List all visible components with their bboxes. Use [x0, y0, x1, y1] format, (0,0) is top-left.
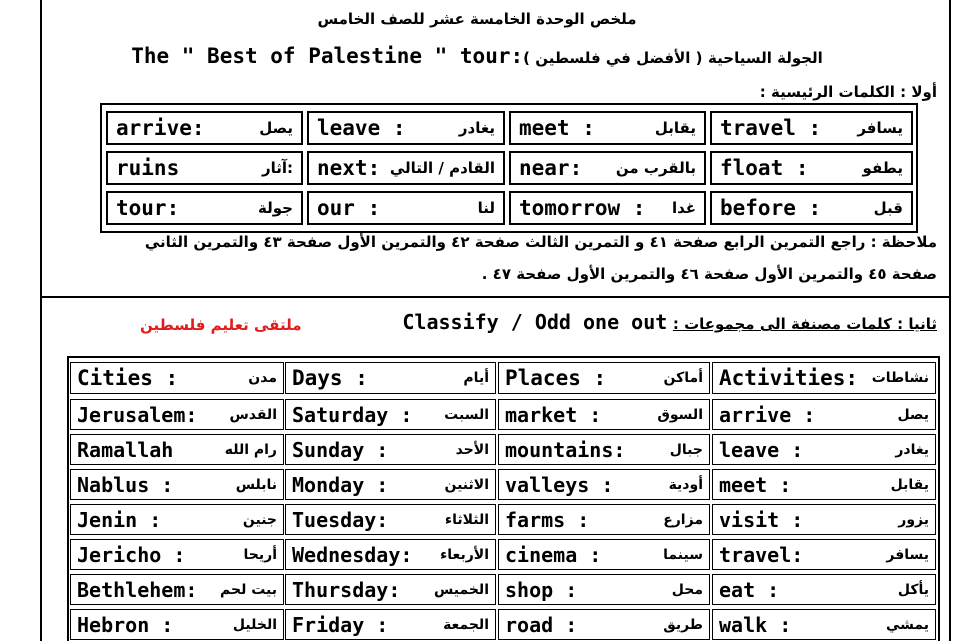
key-word-english: travel :: [720, 116, 822, 140]
classify-word-english: mountains:: [505, 437, 626, 462]
classify-word-english: Ramallah: [77, 437, 174, 462]
classify-word-english: Jericho :: [77, 542, 186, 567]
classify-cell: [285, 504, 496, 535]
classify-header-cell: [498, 362, 710, 394]
key-word-arabic: قبل: [873, 199, 903, 217]
classify-header-arabic: نشاطات: [871, 370, 929, 386]
key-word-cell: [710, 191, 913, 225]
classify-word-arabic: جنين: [242, 511, 277, 528]
classify-word-english: Jerusalem:: [77, 402, 198, 427]
classify-header-english: Activities:: [719, 366, 859, 390]
key-word-cell: [106, 111, 303, 145]
classify-word-english: cinema :: [505, 542, 602, 567]
classify-word-arabic: نابلس: [235, 476, 277, 493]
classify-word-arabic: أريحا: [243, 546, 277, 563]
subtitle-english: The " Best of Palestine " tour:: [131, 44, 524, 68]
key-word-arabic: غدا: [671, 199, 696, 217]
classify-word-english: farms :: [505, 507, 590, 532]
key-word-arabic: بالقرب من: [615, 159, 696, 177]
key-word-cell: [307, 111, 505, 145]
classify-cell: [285, 434, 496, 465]
key-word-english: float :: [720, 156, 809, 180]
subtitle-arabic-prefix: الجولة السياحية: [708, 49, 823, 67]
classify-cell: [285, 609, 496, 640]
classify-word-english: Bethlehem:: [77, 577, 198, 602]
key-word-english: our :: [317, 196, 381, 220]
classify-word-english: Nablus :: [77, 472, 174, 497]
classify-word-arabic: محل: [671, 581, 703, 598]
classify-word-english: eat :: [719, 577, 780, 602]
page-subtitle: [0, 44, 954, 68]
classify-word-english: arrive :: [719, 402, 816, 427]
classify-word-arabic: جبال: [669, 441, 703, 458]
classify-header-cell: [285, 362, 496, 394]
key-word-english: near:: [519, 156, 583, 180]
classify-cell: [498, 434, 710, 465]
classify-cell: [498, 504, 710, 535]
classify-cell: [70, 574, 284, 605]
classify-header-arabic: مدن: [248, 370, 277, 386]
classify-cell: [498, 539, 710, 570]
note-line-2: صفحة ٤٥ والتمرين الأول صفحة ٤٦ والتمرين الأول صفحة ٤٧ .: [481, 265, 937, 283]
classify-word-english: Friday :: [292, 612, 389, 637]
classify-word-english: valleys :: [505, 472, 614, 497]
key-word-english: arrive:: [116, 116, 205, 140]
classify-word-arabic: الأربعاء: [440, 546, 489, 563]
classify-table: [67, 356, 940, 641]
classify-word-english: travel:: [719, 542, 804, 567]
classify-word-arabic: يزور: [898, 511, 929, 528]
classify-word-english: Sunday :: [292, 437, 389, 462]
classify-word-english: Jenin :: [77, 507, 162, 532]
key-word-cell: [307, 191, 505, 225]
key-word-english: tomorrow :: [519, 196, 646, 220]
classify-word-arabic: السوق: [657, 406, 703, 423]
key-words-table: [100, 103, 918, 233]
classify-header-arabic: أيام: [463, 370, 489, 386]
key-word-arabic: يسافر: [857, 119, 903, 137]
classify-cell: [70, 434, 284, 465]
key-word-cell: [106, 151, 303, 185]
classify-word-arabic: بيت لحم: [220, 581, 277, 598]
classify-cell: [712, 469, 936, 500]
key-word-arabic: يصل: [259, 119, 293, 137]
classify-cell: [712, 574, 936, 605]
classify-header-cell: [70, 362, 284, 394]
classify-word-english: meet :: [719, 472, 792, 497]
classify-word-english: walk :: [719, 612, 792, 637]
classify-cell: [712, 434, 936, 465]
classify-cell: [70, 399, 284, 430]
classify-header-cell: [712, 362, 936, 394]
section-divider: [40, 296, 951, 298]
classify-word-arabic: الخميس: [433, 581, 489, 598]
key-word-english: ruins: [116, 156, 180, 180]
classify-cell: [70, 609, 284, 640]
key-word-english: next:: [317, 156, 381, 180]
section2-heading: [402, 310, 937, 334]
classify-cell: [498, 469, 710, 500]
key-word-cell: [710, 111, 913, 145]
classify-word-arabic: السبت: [444, 406, 489, 423]
classify-word-arabic: يسافر: [886, 546, 929, 563]
note-line-1: ملاحظة : راجع التمرين الرابع صفحة ٤١ و التمرين الثالث صفحة ٤٢ والتمرين الأول صفحة ٤٣ والتمرين الثاني: [144, 233, 937, 251]
key-word-cell: [509, 151, 706, 185]
key-word-cell: [710, 151, 913, 185]
classify-word-arabic: سينما: [663, 546, 703, 563]
key-word-arabic: لنا: [477, 199, 495, 217]
classify-word-arabic: أودية: [668, 476, 703, 493]
classify-word-arabic: الجمعة: [443, 616, 489, 633]
subtitle-arabic-paren: ( الأفضل في فلسطين ): [523, 49, 703, 67]
section2-heading-arabic: ثانيا : كلمات مصنفة الى مجموعات :: [672, 315, 937, 333]
key-word-arabic: يغادر: [458, 119, 495, 137]
classify-header-english: Days :: [292, 366, 368, 390]
classify-word-arabic: الخليل: [232, 616, 277, 633]
classify-cell: [712, 609, 936, 640]
classify-word-arabic: الاثنين: [444, 476, 489, 493]
classify-word-arabic: يصل: [897, 406, 929, 423]
classify-cell: [498, 609, 710, 640]
key-word-cell: [307, 151, 505, 185]
page-title: ملخص الوحدة الخامسة عشر للصف الخامس: [317, 10, 637, 28]
key-word-arabic: القادم / التالي: [389, 159, 495, 177]
classify-cell: [70, 469, 284, 500]
classify-word-arabic: يأكل: [897, 581, 929, 598]
key-word-arabic: آثار:: [261, 159, 293, 177]
classify-cell: [285, 469, 496, 500]
classify-header-english: Places :: [505, 366, 607, 390]
classify-word-arabic: طريق: [663, 616, 703, 633]
section2-heading-english: Classify / Odd one out: [402, 310, 668, 334]
classify-word-english: road :: [505, 612, 578, 637]
classify-word-english: Monday :: [292, 472, 389, 497]
classify-cell: [498, 574, 710, 605]
classify-header-arabic: أماكن: [663, 370, 703, 386]
classify-word-arabic: الثلاثاء: [444, 511, 489, 528]
classify-cell: [285, 539, 496, 570]
classify-cell: [712, 539, 936, 570]
classify-word-english: Thursday:: [292, 577, 401, 602]
classify-cell: [70, 504, 284, 535]
key-word-arabic: جولة: [258, 199, 293, 217]
classify-word-english: visit :: [719, 507, 804, 532]
classify-cell: [285, 399, 496, 430]
key-word-arabic: يطفو: [862, 159, 903, 177]
classify-word-english: leave :: [719, 437, 804, 462]
classify-word-arabic: يقابل: [890, 476, 929, 493]
classify-word-english: Hebron :: [77, 612, 174, 637]
key-word-cell: [509, 191, 706, 225]
key-word-english: tour:: [116, 196, 180, 220]
classify-cell: [70, 539, 284, 570]
classify-cell: [712, 504, 936, 535]
forum-watermark-text: ملتقى تعليم فلسطين: [140, 316, 302, 334]
classify-word-arabic: يغادر: [895, 441, 929, 458]
key-word-cell: [106, 191, 303, 225]
classify-word-english: shop :: [505, 577, 578, 602]
classify-word-arabic: مزارع: [663, 511, 703, 528]
classify-word-arabic: رام الله: [224, 441, 277, 458]
key-word-english: before :: [720, 196, 822, 220]
classify-cell: [285, 574, 496, 605]
classify-word-arabic: الأحد: [455, 441, 489, 458]
key-word-cell: [509, 111, 706, 145]
classify-word-english: Wednesday:: [292, 542, 413, 567]
classify-cell: [498, 399, 710, 430]
classify-word-english: Tuesday:: [292, 507, 389, 532]
key-word-english: meet :: [519, 116, 595, 140]
classify-word-english: market :: [505, 402, 602, 427]
classify-header-english: Cities :: [77, 366, 179, 390]
key-word-arabic: يقابل: [654, 119, 696, 137]
classify-word-arabic: القدس: [229, 406, 277, 423]
key-word-english: leave :: [317, 116, 406, 140]
classify-word-english: Saturday :: [292, 402, 413, 427]
section1-heading: أولا : الكلمات الرئيسية :: [759, 83, 937, 101]
classify-cell: [712, 399, 936, 430]
classify-word-arabic: يمشي: [885, 616, 929, 633]
